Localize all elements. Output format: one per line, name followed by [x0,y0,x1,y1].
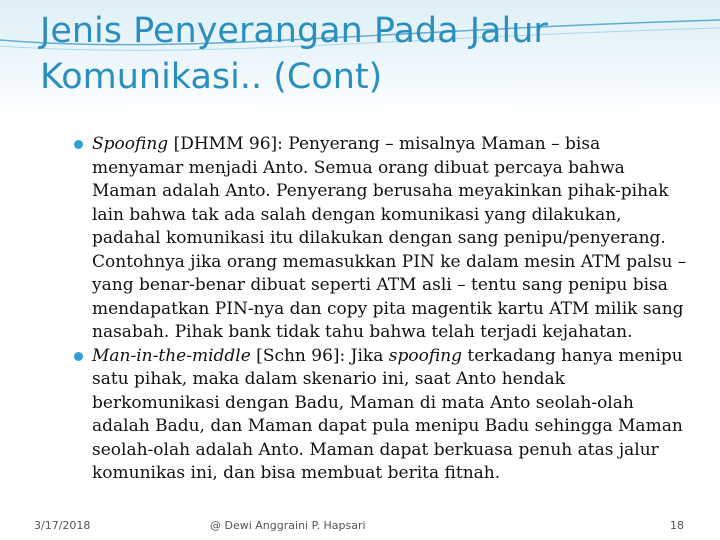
slide-title: Jenis Penyerangan Pada Jalur Komunikasi.. (Cont) [40,11,548,97]
bullet-content: Man-in-the-middle [Schn 96]: Jika spoofing terkadang hanya menipu satu pihak, maka dalam skenario ini, saat Anto hendak berkomunikasi dengan Badu, Maman di mata Anto seolah-olah adalah Badu, dan Maman dapat pula menipu Badu sehingga Maman seolah-olah adalah Anto. Maman dapat berkuasa penuh atas jalur komunikas ini, dan bisa membuat berita fitnah. [92,345,683,483]
bullet-content: Spoofing [DHMM 96]: Penyerang – misalnya Maman – bisa menyamar menjadi Anto. Semua orang dibuat percaya bahwa Maman adalah Anto. Penyerang berusaha meyakinkan pihak-pihak lain bahwa tak ada salah dengan komunikasi yang dilakukan, padahal komunikasi itu dilakukan dengan sang penipu/penyerang. Contohnya jika orang memasukkan PIN ke dalam mesin ATM palsu – yang benar-benar dibuat seperti ATM asli – tentu sang penipu bisa mendapatkan PIN-nya dan copy pita magentik kartu ATM milik sang nasabah. Pihak bank tidak tahu bahwa telah terjadi kejahatan. [92,134,687,342]
footer-date: 3/17/2018 [34,519,91,532]
footer-author: @ Dewi Anggraini P. Hapsari [210,519,366,532]
footer-page-number: 18 [670,519,684,532]
bullet-dot-icon [74,352,83,361]
bullet-man-in-the-middle [74,345,694,486]
bullet-spoofing [74,133,694,345]
slide-body [74,133,694,486]
bullet-dot-icon [74,140,83,149]
